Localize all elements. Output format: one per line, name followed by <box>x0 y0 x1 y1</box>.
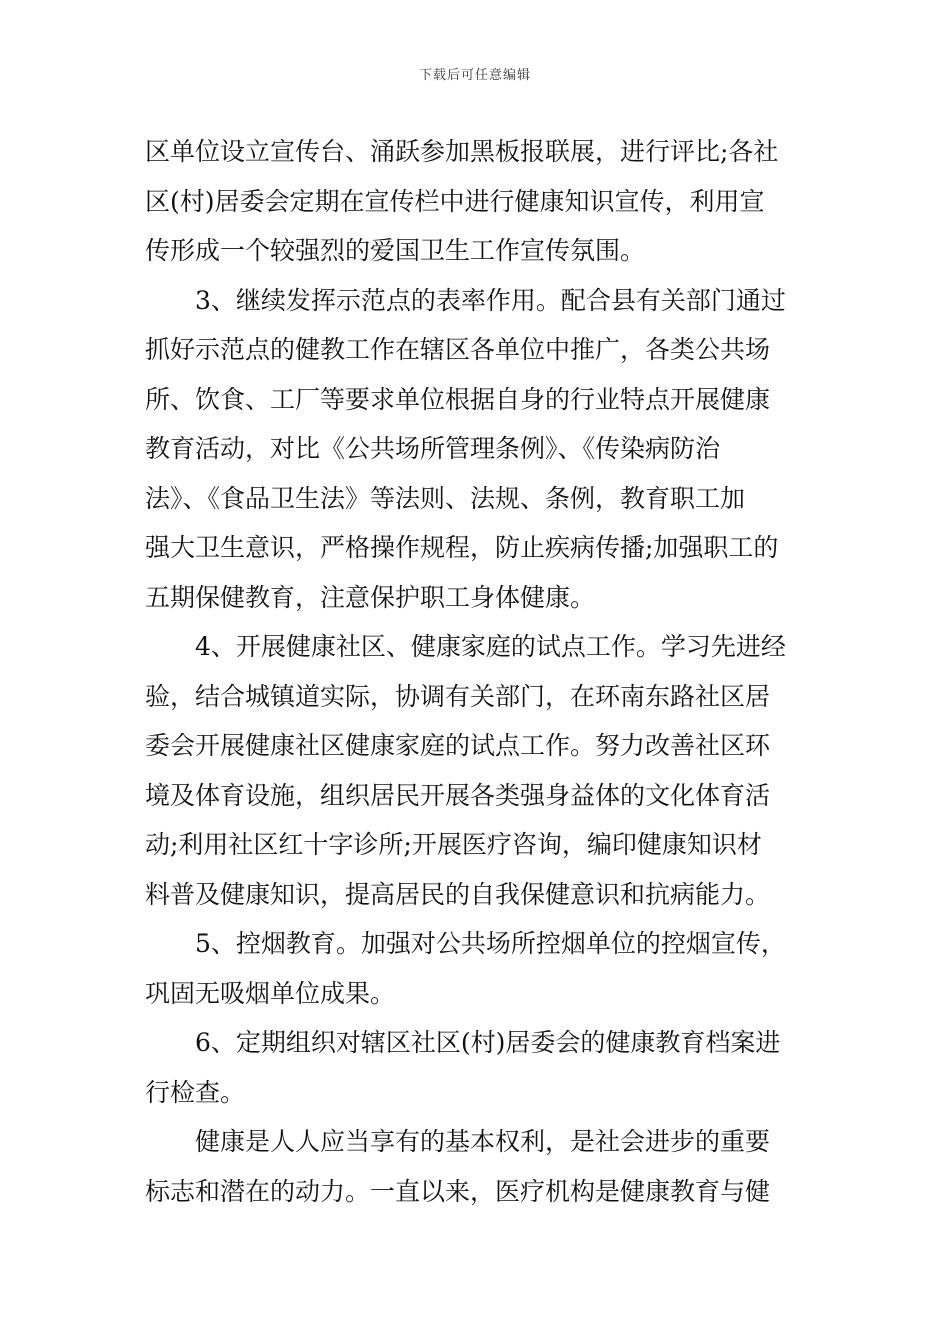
text-line: 3、继续发挥示范点的表率作用。配合县有关部门通过 <box>195 285 786 315</box>
text-line: 五期保健教育，注意保护职工身体健康。 <box>145 582 596 612</box>
text-line: 验，结合城镇道实际，协调有关部门，在环南东路社区居 <box>145 681 771 711</box>
text-line: 行检查。 <box>145 1077 246 1107</box>
text-line: 健康是人人应当享有的基本权利，是社会进步的重要 <box>195 1127 771 1156</box>
text-line: 教育活动，对比《公共场所管理条例》、《传染病防治 <box>145 434 721 463</box>
text-line: 境及体育设施，组织居民开展各类强身益体的文化体育活 <box>145 780 771 810</box>
text-line: 料普及健康知识，提高居民的自我保健意识和抗病能力。 <box>145 879 771 909</box>
text-line: 区单位设立宣传台、涌跃参加黑板报联展，进行评比;各社 <box>145 137 779 166</box>
text-line: 区(村)居委会定期在宣传栏中进行健康知识宣传，利用宣 <box>145 186 765 216</box>
text-line: 抓好示范点的健教工作在辖区各单位中推广，各类公共场 <box>145 335 771 364</box>
text-line: 委会开展健康社区健康家庭的试点工作。努力改善社区环 <box>145 731 771 760</box>
text-line: 巩固无吸烟单位成果。 <box>145 978 396 1008</box>
text-line: 所、饮食、工厂等要求单位根据自身的行业特点开展健康 <box>145 384 771 414</box>
page-header: 下载后可任意编辑 <box>418 68 531 83</box>
text-line: 4、开展健康社区、健康家庭的试点工作。学习先进经 <box>195 632 786 661</box>
text-line: 传形成一个较强烈的爱国卫生工作宣传氛围。 <box>145 236 646 265</box>
text-line: 动;利用社区红十字诊所;开展医疗咨询，编印健康知识材 <box>145 830 762 859</box>
text-line: 法》、《食品卫生法》等法则、法规、条例，教育职工加 <box>145 483 746 513</box>
text-line: 5、控烟教育。加强对公共场所控烟单位的控烟宣传， <box>195 929 786 958</box>
text-line: 强大卫生意识，严格操作规程，防止疾病传播;加强职工的 <box>145 533 779 562</box>
document-body <box>145 127 810 1216</box>
text-line: 标志和潜在的动力。一直以来，医疗机构是健康教育与健 <box>145 1176 771 1206</box>
text-line: 6、定期组织对辖区社区(村)居委会的健康教育档案进 <box>195 1028 781 1057</box>
